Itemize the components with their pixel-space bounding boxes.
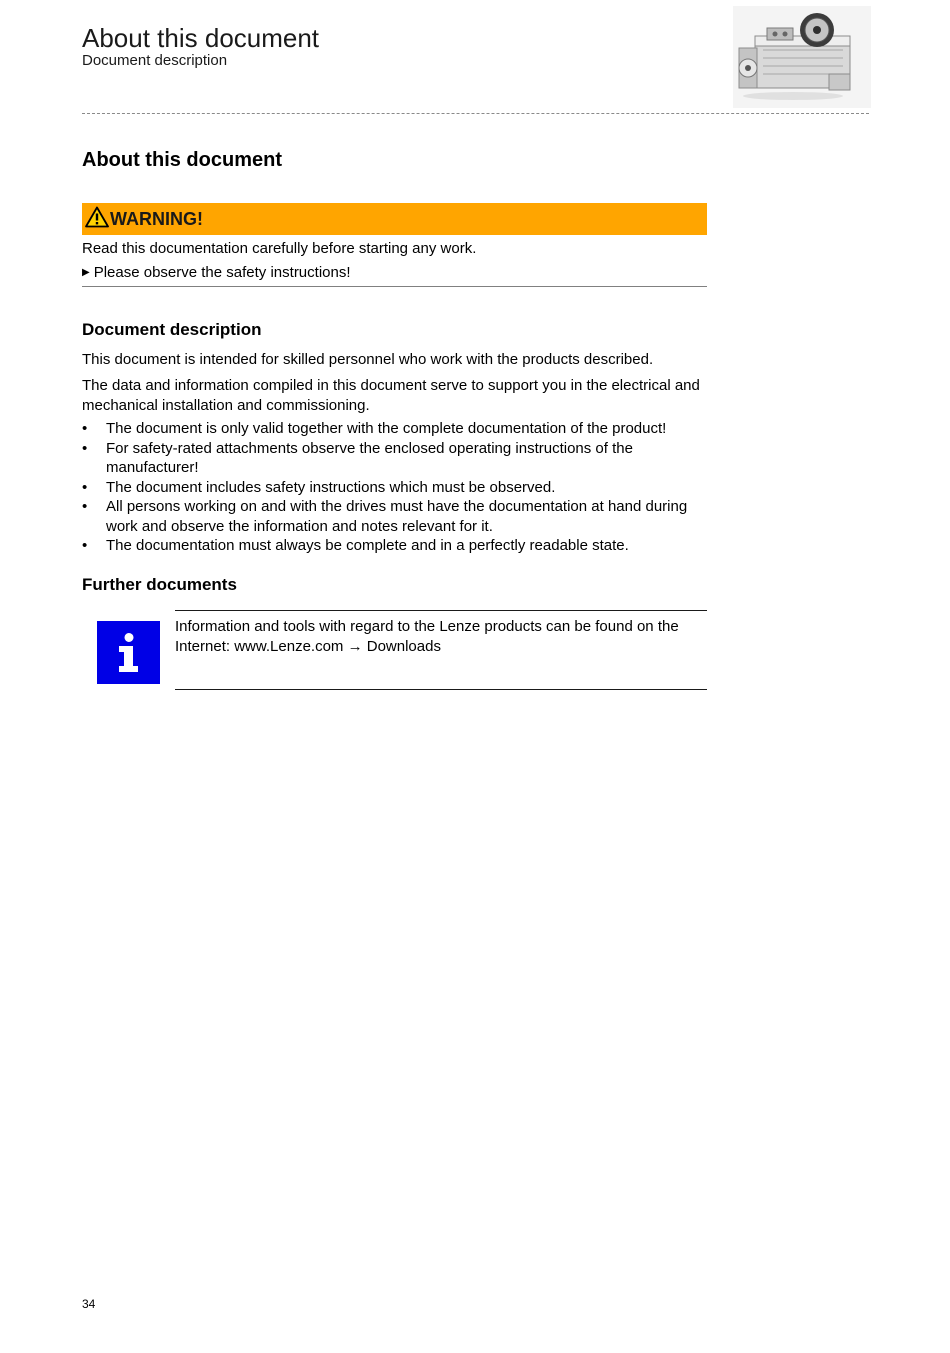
list-item-text: The documentation must always be complete and in a perfectly readable state. xyxy=(106,537,629,554)
list-item-text: All persons working on and with the drives must have the documentation at hand during work and observe the information and notes relevant for it. xyxy=(106,498,688,535)
list-item xyxy=(82,439,712,478)
servo-motor-photo xyxy=(733,6,871,108)
header-title: About this document xyxy=(82,23,320,53)
document-description-heading: Document description xyxy=(82,320,262,339)
description-bullet-list xyxy=(82,419,712,556)
warning-step-text: Please observe the safety instructions! xyxy=(93,264,351,281)
info-note-text: Information and tools with regard to the Lenze products can be found on the Internet: www.Lenze.com → Downloads xyxy=(175,618,679,655)
list-item xyxy=(82,536,712,556)
info-divider-bottom xyxy=(175,689,707,690)
bullet-icon: • xyxy=(82,439,88,457)
bullet-icon: • xyxy=(82,498,88,515)
bullet-icon: • xyxy=(82,537,88,554)
further-documents-heading: Further documents xyxy=(82,575,237,594)
bullet-icon: • xyxy=(82,420,88,437)
info-divider-top xyxy=(175,610,707,611)
list-item xyxy=(82,478,712,498)
bullet-icon: • xyxy=(82,478,88,496)
list-item-text: The document includes safety instructions which must be observed. xyxy=(106,478,556,496)
list-item-text: The document is only valid together with the complete documentation of the product! xyxy=(106,420,667,437)
description-paragraph: The data and information compiled in this document serve to support you in the electrical and mechanical installation and commissioning. xyxy=(82,377,700,414)
warning-step xyxy=(82,263,351,283)
warning-banner xyxy=(82,203,707,235)
warning-divider xyxy=(82,286,707,287)
list-item xyxy=(82,497,712,536)
page-title: About this document xyxy=(82,149,282,171)
list-item-text: For safety-rated attachments observe the enclosed operating instructions of the manufacturer! xyxy=(106,439,633,476)
warning-icon xyxy=(85,206,109,228)
header-divider xyxy=(82,113,869,114)
warning-label: WARNING! xyxy=(110,209,203,229)
warning-text: Read this documentation carefully before starting any work. xyxy=(82,240,477,257)
header-subtitle: Document description xyxy=(82,52,228,69)
triangle-right-icon: ▶ xyxy=(82,267,90,278)
info-icon xyxy=(97,621,160,684)
description-paragraph: This document is intended for skilled personnel who work with the products described. xyxy=(82,351,654,368)
page-number: 34 xyxy=(82,1297,96,1311)
list-item xyxy=(82,419,712,439)
